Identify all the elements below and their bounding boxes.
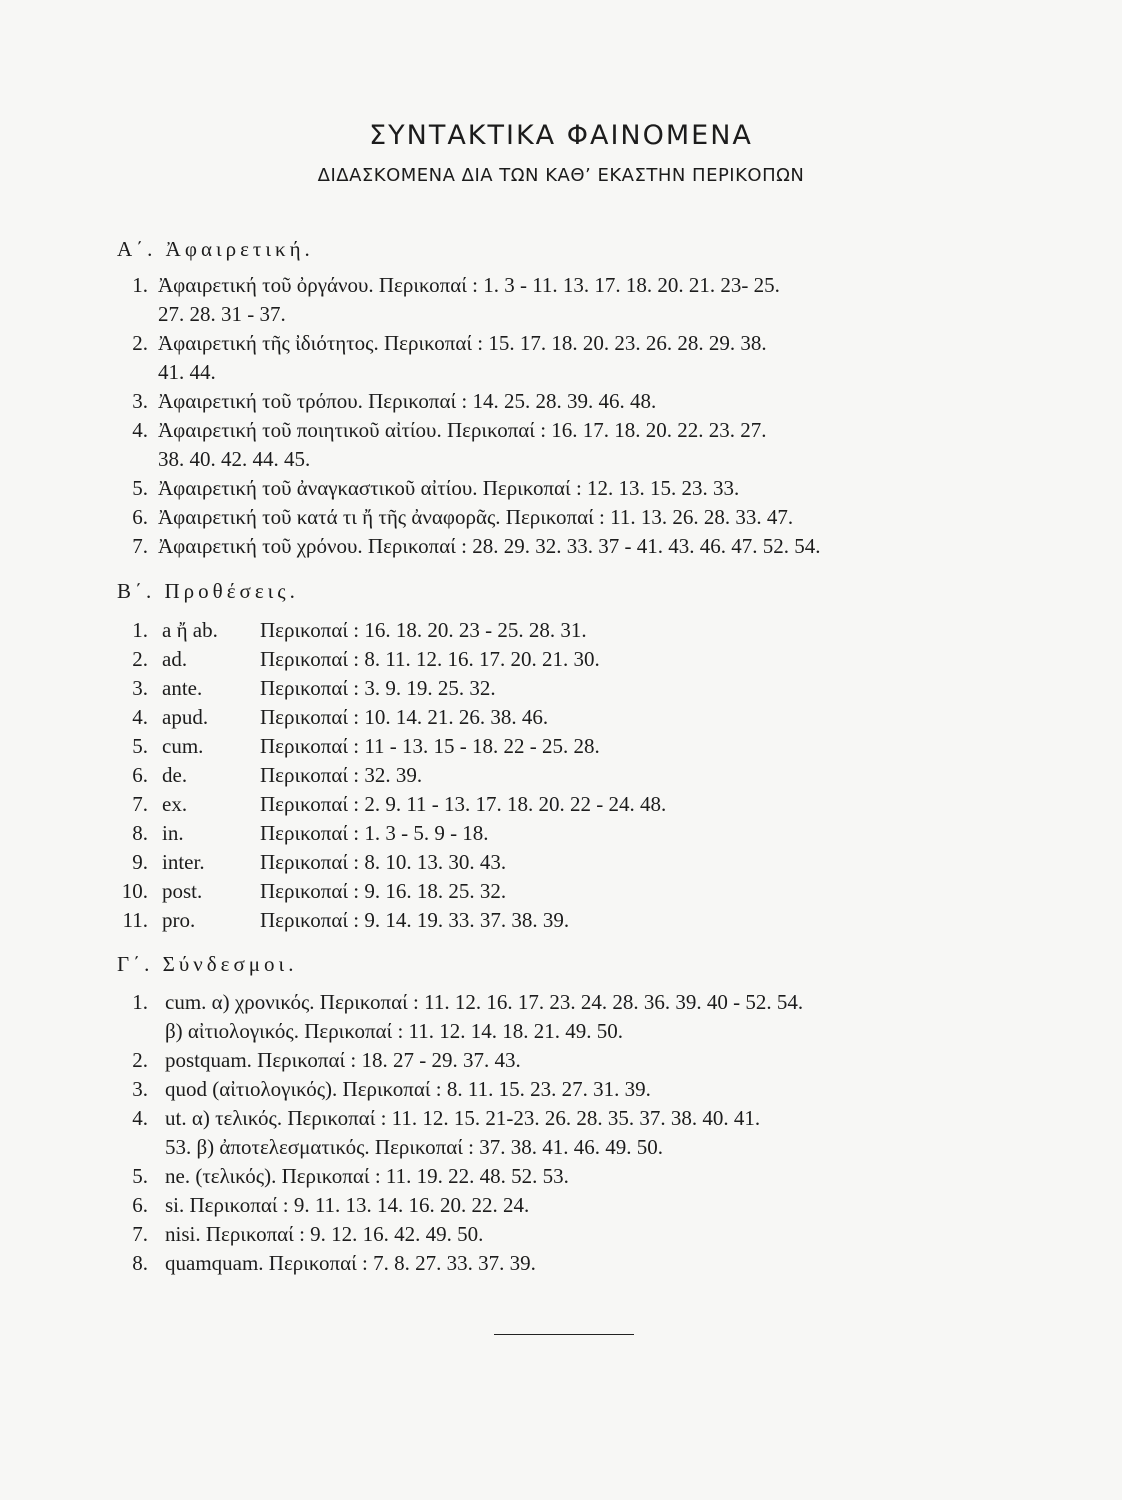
preposition-refs: Περικοπαί : 32. 39. bbox=[260, 763, 423, 787]
preposition-name: post. bbox=[162, 879, 203, 903]
list-item: quamquam. Περικοπαί : 7. 8. 27. 33. 37. 39. bbox=[165, 1251, 536, 1275]
list-item-number: 3. bbox=[132, 676, 148, 700]
list-item-number: 2. bbox=[132, 1048, 148, 1072]
list-item-number: 4. bbox=[132, 418, 148, 442]
preposition-name: ante. bbox=[162, 676, 203, 700]
list-item-number: 8. bbox=[132, 1251, 148, 1275]
section-b-heading: Β΄. Προθέσεις. bbox=[117, 579, 299, 603]
list-item-number: 8. bbox=[132, 821, 148, 845]
list-item-number: 11. bbox=[122, 908, 148, 932]
list-item: postquam. Περικοπαί : 18. 27 - 29. 37. 43. bbox=[165, 1048, 521, 1072]
preposition-refs: Περικοπαί : 9. 14. 19. 33. 37. 38. 39. bbox=[260, 908, 570, 932]
list-item-number: 6. bbox=[132, 763, 148, 787]
list-item-continuation: 38. 40. 42. 44. 45. bbox=[158, 447, 311, 471]
list-item-number: 3. bbox=[132, 1077, 148, 1101]
list-item: Ἀφαιρετική τοῦ ποιητικοῦ αἰτίου. Περικοπαί : 16. 17. 18. 20. 22. 23. 27. bbox=[158, 418, 767, 442]
list-item-number: 3. bbox=[132, 389, 148, 413]
list-item: ne. (τελικός). Περικοπαί : 11. 19. 22. 48. 52. 53. bbox=[165, 1164, 569, 1188]
end-rule-divider bbox=[494, 1334, 634, 1335]
list-item-number: 9. bbox=[132, 850, 148, 874]
list-item-number: 2. bbox=[132, 647, 148, 671]
preposition-name: pro. bbox=[162, 908, 196, 932]
list-item-number: 1. bbox=[132, 273, 148, 297]
preposition-refs: Περικοπαί : 10. 14. 21. 26. 38. 46. bbox=[260, 705, 549, 729]
preposition-refs: Περικοπαί : 8. 10. 13. 30. 43. bbox=[260, 850, 507, 874]
preposition-name: in. bbox=[162, 821, 184, 845]
page-subtitle: ΔΙΔΑΣΚΟΜΕΝΑ ΔΙΑ ΤΩΝ ΚΑΘ’ ΕΚΑΣΤΗΝ ΠΕΡΙΚΟΠΩΝ bbox=[317, 165, 805, 186]
preposition-refs: Περικοπαί : 9. 16. 18. 25. 32. bbox=[260, 879, 507, 903]
preposition-name: ad. bbox=[162, 647, 188, 671]
preposition-refs: Περικοπαί : 2. 9. 11 - 13. 17. 18. 20. 22 - 24. 48. bbox=[260, 792, 667, 816]
list-item: ut. α) τελικός. Περικοπαί : 11. 12. 15. 21-23. 26. 28. 35. 37. 38. 40. 41. bbox=[165, 1106, 761, 1130]
preposition-refs: Περικοπαί : 16. 18. 20. 23 - 25. 28. 31. bbox=[260, 618, 587, 642]
list-item-number: 5. bbox=[132, 476, 148, 500]
list-item-number: 4. bbox=[132, 705, 148, 729]
list-item: cum. α) χρονικός. Περικοπαί : 11. 12. 16. 17. 23. 24. 28. 36. 39. 40 - 52. 54. bbox=[165, 990, 804, 1014]
list-item: Ἀφαιρετική τῆς ἰδιότητος. Περικοπαί : 15. 17. 18. 20. 23. 26. 28. 29. 38. bbox=[158, 331, 767, 355]
list-item-number: 5. bbox=[132, 734, 148, 758]
list-item: Ἀφαιρετική τοῦ τρόπου. Περικοπαί : 14. 25. 28. 39. 46. 48. bbox=[158, 389, 657, 413]
list-item-number: 4. bbox=[132, 1106, 148, 1130]
preposition-refs: Περικοπαί : 3. 9. 19. 25. 32. bbox=[260, 676, 496, 700]
list-item: quod (αἰτιολογικός). Περικοπαί : 8. 11. 15. 23. 27. 31. 39. bbox=[165, 1077, 651, 1101]
list-item-continuation: β) αἰτιολογικός. Περικοπαί : 11. 12. 14. 18. 21. 49. 50. bbox=[165, 1019, 624, 1043]
list-item: Ἀφαιρετική τοῦ ὀργάνου. Περικοπαί : 1. 3 - 11. 13. 17. 18. 20. 21. 23- 25. bbox=[158, 273, 780, 297]
list-item-number: 7. bbox=[132, 534, 148, 558]
list-item-number: 7. bbox=[132, 792, 148, 816]
preposition-name: apud. bbox=[162, 705, 209, 729]
list-item-number: 6. bbox=[132, 505, 148, 529]
preposition-refs: Περικοπαί : 11 - 13. 15 - 18. 22 - 25. 28. bbox=[260, 734, 600, 758]
list-item: Ἀφαιρετική τοῦ χρόνου. Περικοπαί : 28. 29. 32. 33. 37 - 41. 43. 46. 47. 52. 54. bbox=[158, 534, 821, 558]
preposition-refs: Περικοπαί : 1. 3 - 5. 9 - 18. bbox=[260, 821, 489, 845]
list-item-continuation: 53. β) ἀποτελεσματικός. Περικοπαί : 37. 38. 41. 46. 49. 50. bbox=[165, 1135, 663, 1159]
list-item-number: 5. bbox=[132, 1164, 148, 1188]
list-item-number: 1. bbox=[132, 990, 148, 1014]
list-item: Ἀφαιρετική τοῦ ἀναγκαστικοῦ αἰτίου. Περικοπαί : 12. 13. 15. 23. 33. bbox=[158, 476, 740, 500]
section-a-heading: Α΄. Ἀφαιρετική. bbox=[117, 237, 314, 261]
list-item-number: 10. bbox=[121, 879, 148, 903]
list-item: nisi. Περικοπαί : 9. 12. 16. 42. 49. 50. bbox=[165, 1222, 484, 1246]
list-item-continuation: 41. 44. bbox=[158, 360, 216, 384]
list-item-number: 1. bbox=[132, 618, 148, 642]
preposition-name: a ἤ ab. bbox=[162, 618, 218, 642]
list-item-number: 7. bbox=[132, 1222, 148, 1246]
preposition-name: cum. bbox=[162, 734, 204, 758]
list-item-number: 2. bbox=[132, 331, 148, 355]
list-item-continuation: 27. 28. 31 - 37. bbox=[158, 302, 286, 326]
list-item: Ἀφαιρετική τοῦ κατά τι ἤ τῆς ἀναφορᾶς. Περικοπαί : 11. 13. 26. 28. 33. 47. bbox=[158, 505, 794, 529]
list-item-number: 6. bbox=[132, 1193, 148, 1217]
section-c-heading: Γ΄. Σύνδεσμοι. bbox=[117, 952, 298, 976]
list-item: si. Περικοπαί : 9. 11. 13. 14. 16. 20. 22. 24. bbox=[165, 1193, 530, 1217]
preposition-name: ex. bbox=[162, 792, 188, 816]
preposition-refs: Περικοπαί : 8. 11. 12. 16. 17. 20. 21. 30. bbox=[260, 647, 600, 671]
preposition-name: de. bbox=[162, 763, 188, 787]
page-title: ΣΥΝΤΑΚΤΙΚΑ ΦΑΙΝΟΜΕΝΑ bbox=[369, 120, 753, 151]
preposition-name: inter. bbox=[162, 850, 205, 874]
